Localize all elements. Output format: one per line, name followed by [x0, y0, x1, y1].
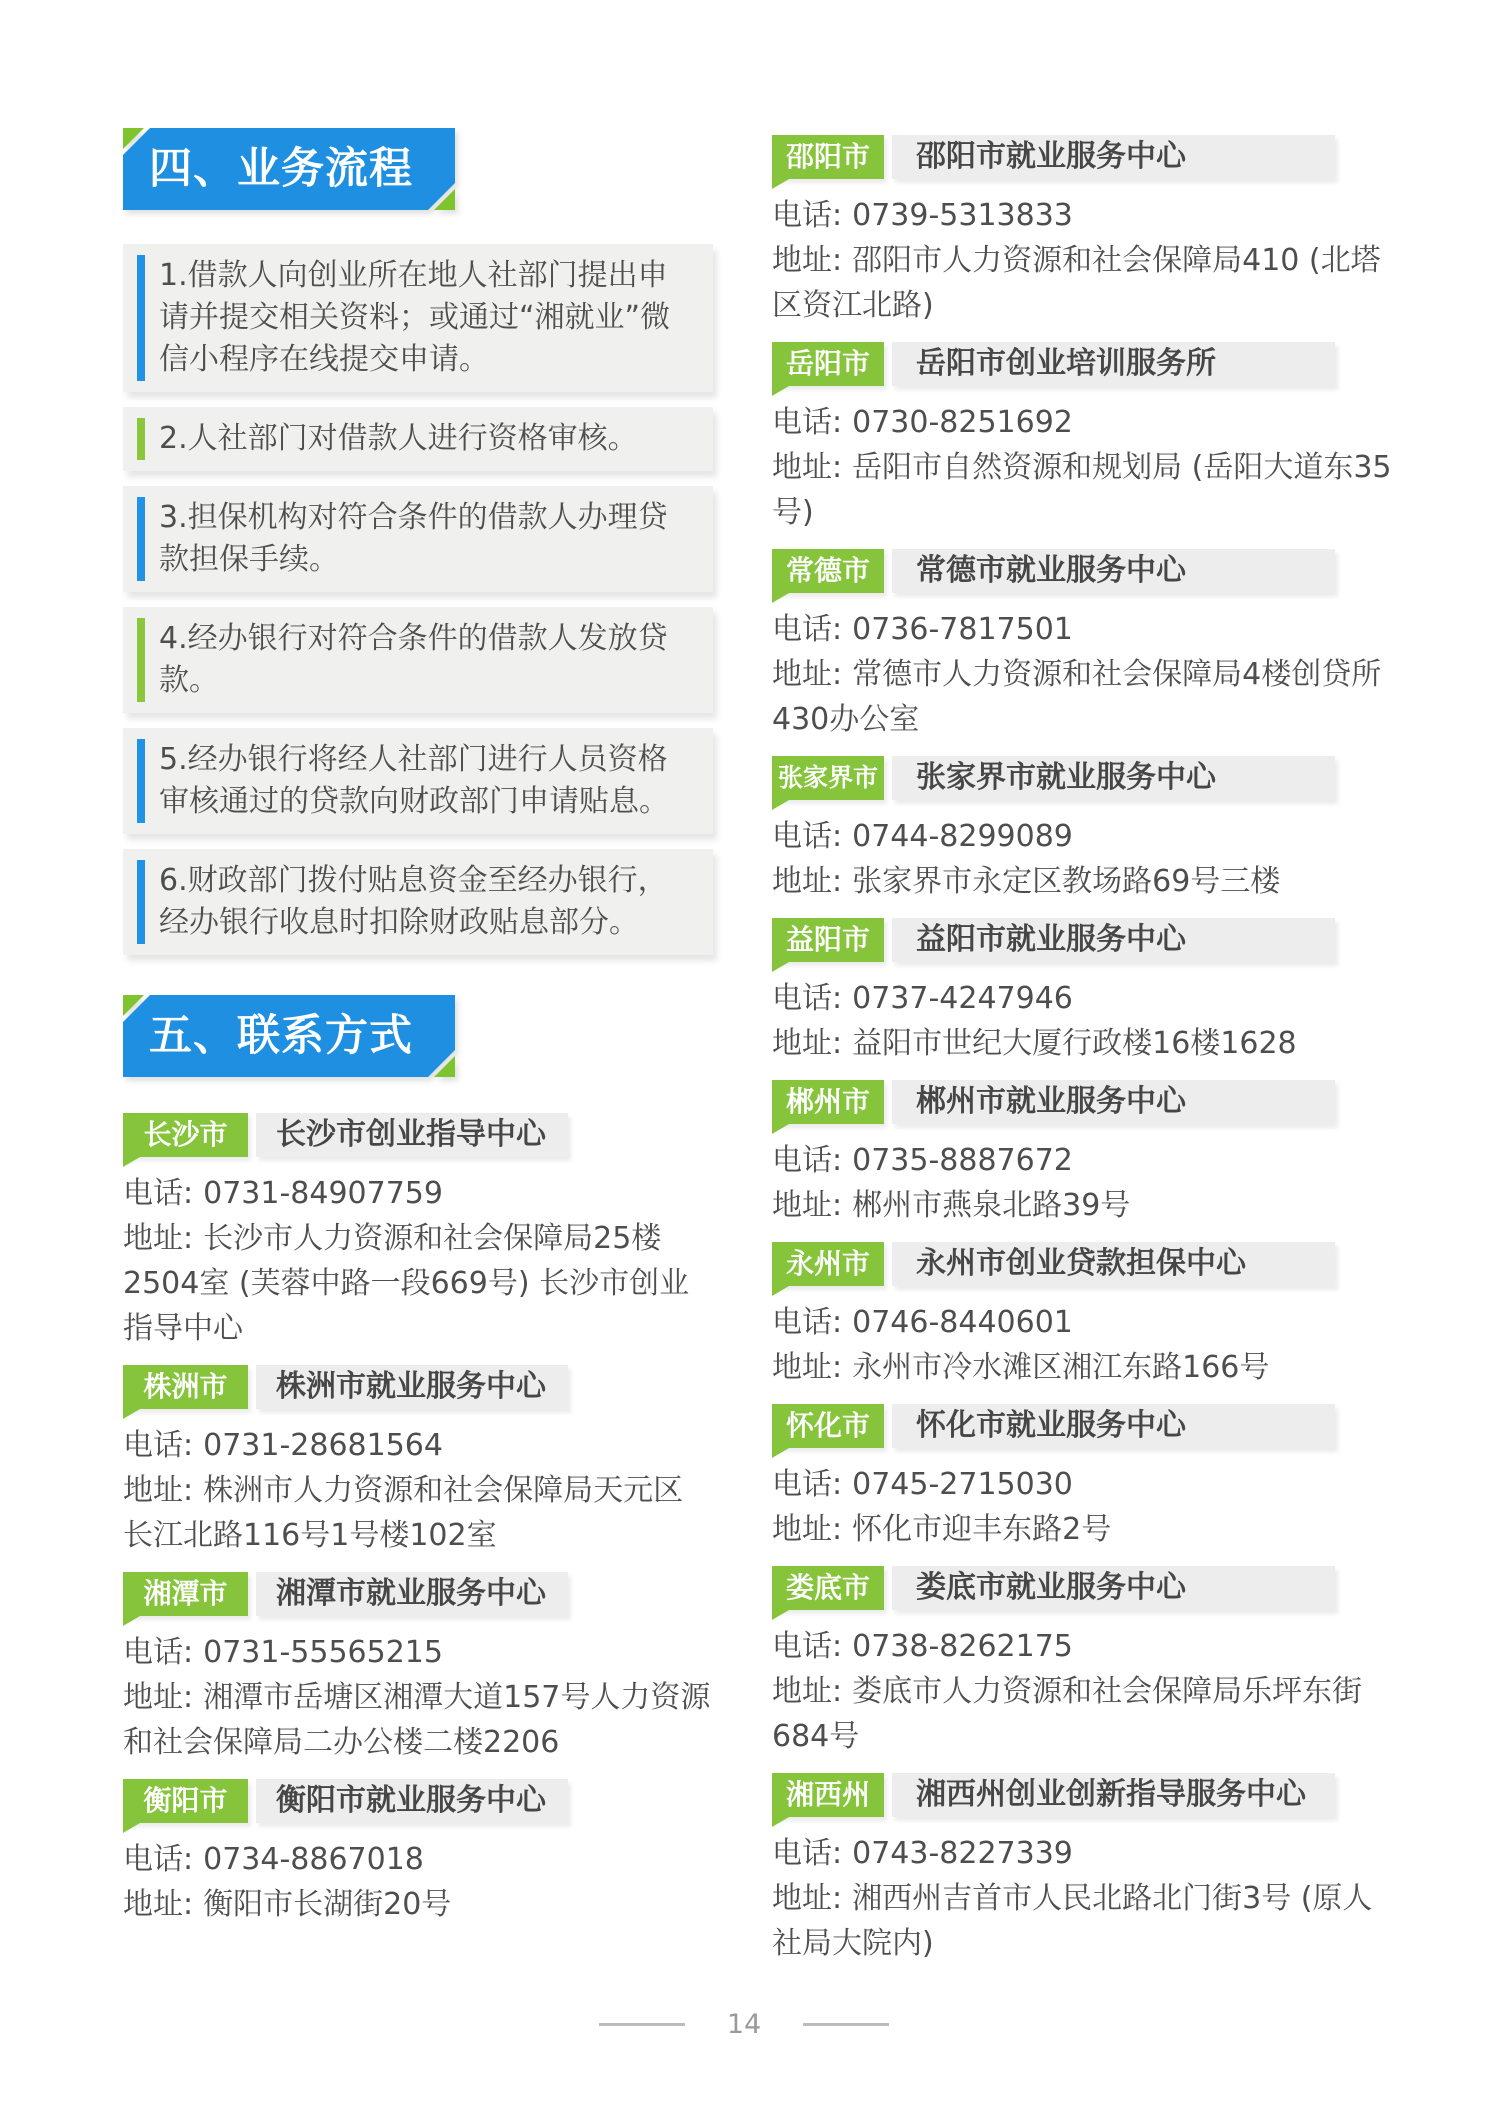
address-line — [772, 1183, 1395, 1228]
city-badge: 湘西州 — [772, 1773, 884, 1817]
address-line — [123, 1216, 713, 1351]
section-title: 四、业务流程 — [149, 144, 413, 194]
step-text: 2.人社部门对借款人进行资格审核。 — [159, 421, 638, 456]
section-header-process — [123, 128, 455, 210]
contact-card — [123, 1113, 713, 1351]
phone-label: 电话: — [123, 1635, 194, 1670]
phone-label: 电话: — [772, 1143, 843, 1178]
contact-header — [772, 1404, 1395, 1448]
address-line — [123, 1882, 713, 1927]
phone-line — [772, 400, 1395, 445]
phone-line — [123, 1423, 713, 1468]
phone-line — [123, 1630, 713, 1675]
contact-header — [772, 1566, 1395, 1610]
phone-label: 电话: — [772, 198, 843, 233]
contact-card — [772, 342, 1395, 535]
page-footer — [0, 2009, 1488, 2040]
phone-line — [772, 193, 1395, 238]
contact-card — [772, 1404, 1395, 1552]
phone-value: 0734-8867018 — [203, 1842, 424, 1877]
address-value: 张家界市永定区教场路69号三楼 — [852, 864, 1281, 899]
process-step — [123, 486, 713, 592]
address-label: 地址: — [772, 657, 843, 692]
org-title: 娄底市就业服务中心 — [892, 1566, 1335, 1610]
city-badge: 郴州市 — [772, 1080, 884, 1124]
org-title: 怀化市就业服务中心 — [892, 1404, 1335, 1448]
org-title: 衡阳市就业服务中心 — [256, 1779, 568, 1823]
contact-card — [772, 135, 1395, 328]
address-line — [123, 1675, 713, 1765]
phone-value: 0735-8887672 — [852, 1143, 1073, 1178]
city-badge: 常德市 — [772, 549, 884, 593]
right-column — [772, 135, 1395, 1980]
process-step — [123, 849, 713, 955]
org-title: 岳阳市创业培训服务所 — [892, 342, 1335, 386]
org-title: 长沙市创业指导中心 — [256, 1113, 568, 1157]
address-line — [772, 445, 1395, 535]
city-badge: 怀化市 — [772, 1404, 884, 1448]
step-accent-bar — [137, 739, 145, 823]
step-text: 6.财政部门拨付贴息资金至经办银行，经办银行收息时扣除财政贴息部分。 — [159, 863, 668, 940]
org-title: 常德市就业服务中心 — [892, 549, 1335, 593]
phone-value: 0745-2715030 — [852, 1467, 1073, 1502]
address-line — [123, 1468, 713, 1558]
process-step — [123, 607, 713, 713]
address-value: 湘潭市岳塘区湘潭大道157号人力资源和社会保障局二办公楼二楼2206 — [123, 1680, 711, 1760]
address-line — [772, 859, 1395, 904]
process-step — [123, 244, 713, 392]
step-accent-bar — [137, 497, 145, 581]
contact-header — [772, 1242, 1395, 1286]
left-column — [123, 128, 713, 1980]
address-value: 怀化市迎丰东路2号 — [852, 1512, 1112, 1547]
contact-header — [123, 1572, 713, 1616]
phone-label: 电话: — [772, 819, 843, 854]
address-value: 长沙市人力资源和社会保障局25楼2504室 (芙蓉中路一段669号) 长沙市创业指导中心 — [123, 1221, 690, 1346]
step-text: 1.借款人向创业所在地人社部门提出申请并提交相关资料；或通过“湘就业”微信小程序在线提交申请。 — [159, 258, 671, 377]
org-title: 株洲市就业服务中心 — [256, 1365, 568, 1409]
phone-line — [772, 1831, 1395, 1876]
address-label: 地址: — [772, 1026, 843, 1061]
step-accent-bar — [137, 418, 145, 460]
contact-card — [772, 756, 1395, 904]
contact-header — [772, 1773, 1395, 1817]
phone-value: 0731-55565215 — [203, 1635, 443, 1670]
contact-header — [772, 342, 1395, 386]
contact-card — [123, 1779, 713, 1927]
address-line — [772, 652, 1395, 742]
contact-card — [772, 1773, 1395, 1966]
step-accent-bar — [137, 618, 145, 702]
address-line — [772, 1021, 1395, 1066]
phone-value: 0737-4247946 — [852, 981, 1073, 1016]
address-line — [772, 1345, 1395, 1390]
address-value: 株洲市人力资源和社会保障局天元区长江北路116号1号楼102室 — [123, 1473, 684, 1553]
org-title: 永州市创业贷款担保中心 — [892, 1242, 1335, 1286]
org-title: 郴州市就业服务中心 — [892, 1080, 1335, 1124]
address-label: 地址: — [123, 1473, 194, 1508]
city-badge: 岳阳市 — [772, 342, 884, 386]
address-label: 地址: — [772, 243, 843, 278]
org-title: 邵阳市就业服务中心 — [892, 135, 1335, 179]
phone-label: 电话: — [772, 1467, 843, 1502]
contact-card — [772, 1080, 1395, 1228]
phone-label: 电话: — [772, 981, 843, 1016]
city-badge: 衡阳市 — [123, 1779, 248, 1823]
address-value: 岳阳市自然资源和规划局 (岳阳大道东35号) — [772, 450, 1392, 530]
step-accent-bar — [137, 860, 145, 944]
phone-label: 电话: — [772, 1305, 843, 1340]
phone-line — [772, 607, 1395, 652]
contact-header — [772, 1080, 1395, 1124]
address-label: 地址: — [123, 1680, 194, 1715]
city-badge: 邵阳市 — [772, 135, 884, 179]
org-title: 张家界市就业服务中心 — [892, 756, 1335, 800]
city-badge: 湘潭市 — [123, 1572, 248, 1616]
org-title: 湘西州创业创新指导服务中心 — [892, 1773, 1335, 1817]
contact-card — [772, 1566, 1395, 1759]
address-line — [772, 1507, 1395, 1552]
phone-label: 电话: — [772, 405, 843, 440]
address-label: 地址: — [772, 450, 843, 485]
phone-value: 0736-7817501 — [852, 612, 1073, 647]
address-label: 地址: — [123, 1887, 194, 1922]
phone-line — [772, 1624, 1395, 1669]
address-value: 湘西州吉首市人民北路北门街3号 (原人社局大院内) — [772, 1881, 1373, 1961]
contact-header — [772, 756, 1395, 800]
phone-line — [123, 1837, 713, 1882]
phone-value: 0730-8251692 — [852, 405, 1073, 440]
phone-value: 0731-84907759 — [203, 1176, 443, 1211]
contact-header — [772, 135, 1395, 179]
process-step — [123, 728, 713, 834]
phone-line — [772, 976, 1395, 1021]
step-text: 4.经办银行对符合条件的借款人发放贷款。 — [159, 621, 668, 698]
phone-line — [123, 1171, 713, 1216]
address-label: 地址: — [772, 1350, 843, 1385]
contact-header — [772, 549, 1395, 593]
step-accent-bar — [137, 255, 145, 381]
address-label: 地址: — [772, 1674, 843, 1709]
contact-card — [772, 549, 1395, 742]
address-label: 地址: — [772, 1512, 843, 1547]
page-number: 14 — [726, 2009, 762, 2040]
contact-header — [772, 918, 1395, 962]
city-badge: 株洲市 — [123, 1365, 248, 1409]
address-value: 益阳市世纪大厦行政楼16楼1628 — [852, 1026, 1297, 1061]
address-value: 邵阳市人力资源和社会保障局410 (北塔区资江北路) — [772, 243, 1381, 323]
org-title: 湘潭市就业服务中心 — [256, 1572, 568, 1616]
contact-card — [123, 1365, 713, 1558]
address-value: 衡阳市长湖街20号 — [203, 1887, 452, 1922]
phone-label: 电话: — [123, 1842, 194, 1877]
phone-label: 电话: — [123, 1428, 194, 1463]
phone-label: 电话: — [772, 612, 843, 647]
address-label: 地址: — [772, 1188, 843, 1223]
org-title: 益阳市就业服务中心 — [892, 918, 1335, 962]
contact-header — [123, 1365, 713, 1409]
address-value: 永州市冷水滩区湘江东路166号 — [852, 1350, 1270, 1385]
footer-dash-right — [803, 2023, 889, 2026]
address-line — [772, 238, 1395, 328]
step-text: 3.担保机构对符合条件的借款人办理贷款担保手续。 — [159, 500, 668, 577]
phone-value: 0739-5313833 — [852, 198, 1073, 233]
phone-value: 0738-8262175 — [852, 1629, 1073, 1664]
phone-label: 电话: — [123, 1176, 194, 1211]
phone-label: 电话: — [772, 1836, 843, 1871]
process-step — [123, 407, 713, 471]
address-label: 地址: — [772, 864, 843, 899]
phone-value: 0743-8227339 — [852, 1836, 1073, 1871]
address-value: 娄底市人力资源和社会保障局乐坪东街684号 — [772, 1674, 1363, 1754]
contact-card — [772, 1242, 1395, 1390]
city-badge: 益阳市 — [772, 918, 884, 962]
phone-line — [772, 1138, 1395, 1183]
city-badge: 娄底市 — [772, 1566, 884, 1610]
phone-line — [772, 814, 1395, 859]
address-value: 常德市人力资源和社会保障局4楼创贷所430办公室 — [772, 657, 1382, 737]
section-header-contacts — [123, 995, 455, 1077]
contact-header — [123, 1113, 713, 1157]
city-badge: 永州市 — [772, 1242, 884, 1286]
address-label: 地址: — [772, 1881, 843, 1916]
phone-label: 电话: — [772, 1629, 843, 1664]
phone-value: 0731-28681564 — [203, 1428, 443, 1463]
address-label: 地址: — [123, 1221, 194, 1256]
footer-dash-left — [599, 2023, 685, 2026]
city-badge: 长沙市 — [123, 1113, 248, 1157]
contact-header — [123, 1779, 713, 1823]
address-line — [772, 1876, 1395, 1966]
contact-card — [123, 1572, 713, 1765]
address-line — [772, 1669, 1395, 1759]
phone-line — [772, 1300, 1395, 1345]
step-text: 5.经办银行将经人社部门进行人员资格审核通过的贷款向财政部门申请贴息。 — [159, 742, 669, 819]
phone-value: 0744-8299089 — [852, 819, 1073, 854]
contact-card — [772, 918, 1395, 1066]
city-badge: 张家界市 — [772, 756, 884, 800]
section-title: 五、联系方式 — [149, 1011, 413, 1061]
address-value: 郴州市燕泉北路39号 — [852, 1188, 1131, 1223]
phone-value: 0746-8440601 — [852, 1305, 1073, 1340]
phone-line — [772, 1462, 1395, 1507]
